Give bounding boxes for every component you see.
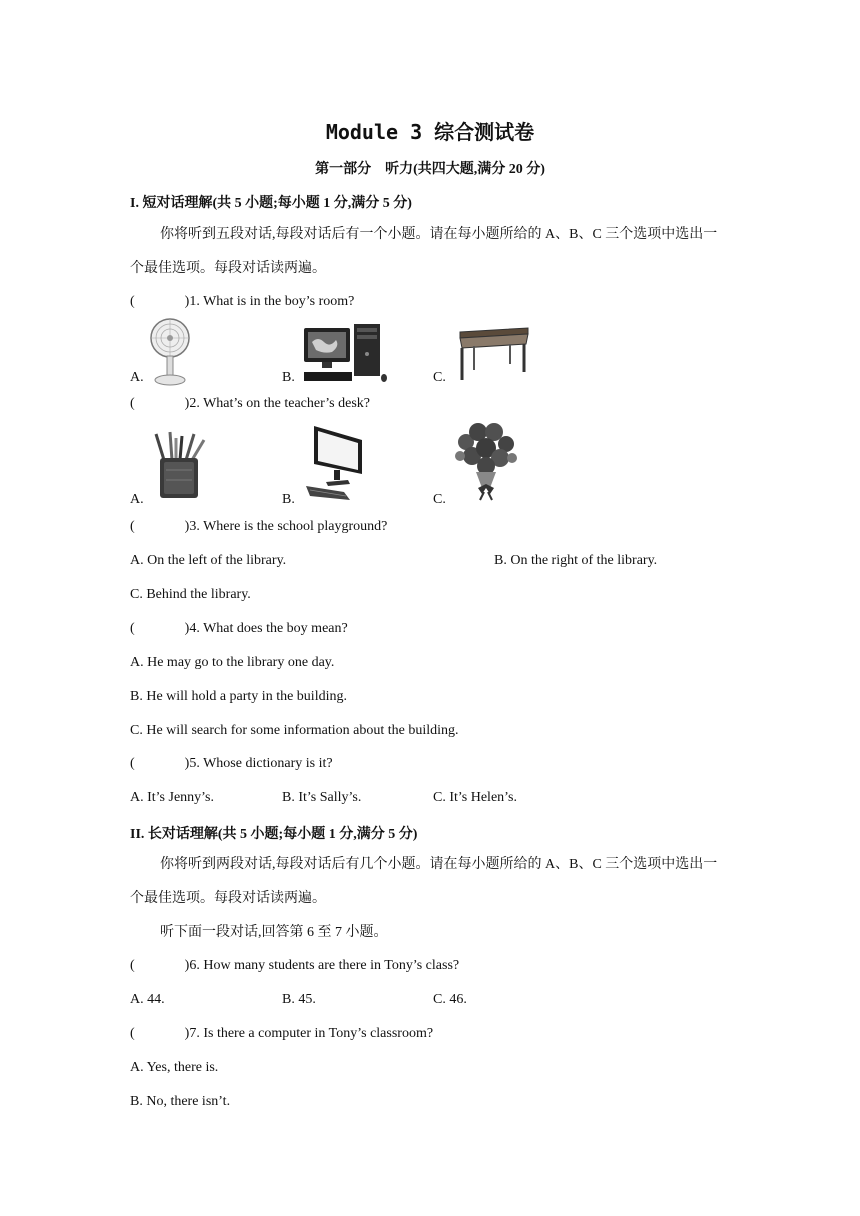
option-a[interactable]: A. He may go to the library one day. [130,655,335,670]
option-b-label[interactable]: B. [282,370,295,385]
option-c[interactable]: C. Behind the library. [130,587,251,602]
fan-icon [148,316,192,386]
option-c[interactable]: C. It’s Helen’s. [433,790,517,805]
section2-instructions: 你将听到两段对话,每段对话后有几个小题。请在每小题所给的 A、B、C 三个选项中选出一个最佳选项。每段对话读两遍。 [130,857,718,906]
option-c-label[interactable]: C. [433,492,446,507]
question-3: ( )3. Where is the school playground? [130,519,388,534]
option-a-label[interactable]: A. [130,370,144,385]
question-5: ( )5. Whose dictionary is it? [130,756,333,771]
computer-icon [302,322,388,384]
section1-instructions: 你将听到五段对话,每段对话后有一个小题。请在每小题所给的 A、B、C 三个选项中选出一个最佳选项。每段对话读两遍。 [130,227,718,276]
pencil-holder-icon [152,430,210,500]
flowers-icon [452,422,520,502]
option-a[interactable]: A. 44. [130,992,165,1007]
option-b[interactable]: B. It’s Sally’s. [282,790,362,805]
section2-heading: II. 长对话理解(共 5 小题;每小题 1 分,满分 5 分) [130,827,418,842]
question-7: ( )7. Is there a computer in Tony’s classroom? [130,1026,434,1041]
option-b[interactable]: B. He will hold a party in the building. [130,689,347,704]
question-1: ( )1. What is in the boy’s room? [130,294,355,309]
option-a-label[interactable]: A. [130,492,144,507]
question-2: ( )2. What’s on the teacher’s desk? [130,396,370,411]
desk-icon [454,326,530,382]
question-6: ( )6. How many students are there in Tony’s class? [130,958,460,973]
option-a[interactable]: A. On the left of the library. [130,553,287,568]
option-b[interactable]: B. No, there isn’t. [130,1094,231,1109]
section2-note: 听下面一段对话,回答第 6 至 7 小题。 [160,925,388,940]
option-a[interactable]: A. It’s Jenny’s. [130,790,214,805]
section1-heading: I. 短对话理解(共 5 小题;每小题 1 分,满分 5 分) [130,196,412,211]
option-b-label[interactable]: B. [282,492,295,507]
monitor-icon [304,424,366,502]
option-b[interactable]: B. On the right of the library. [494,553,658,568]
option-c[interactable]: C. 46. [433,992,467,1007]
option-a[interactable]: A. Yes, there is. [130,1060,219,1075]
option-c-label[interactable]: C. [433,370,446,385]
option-c[interactable]: C. He will search for some information about the building. [130,723,459,738]
part-subtitle: 第一部分 听力(共四大题,满分 20 分) [315,162,545,177]
option-b[interactable]: B. 45. [282,992,316,1007]
question-4: ( )4. What does the boy mean? [130,621,348,636]
page-title: Module 3 综合测试卷 [325,120,535,144]
